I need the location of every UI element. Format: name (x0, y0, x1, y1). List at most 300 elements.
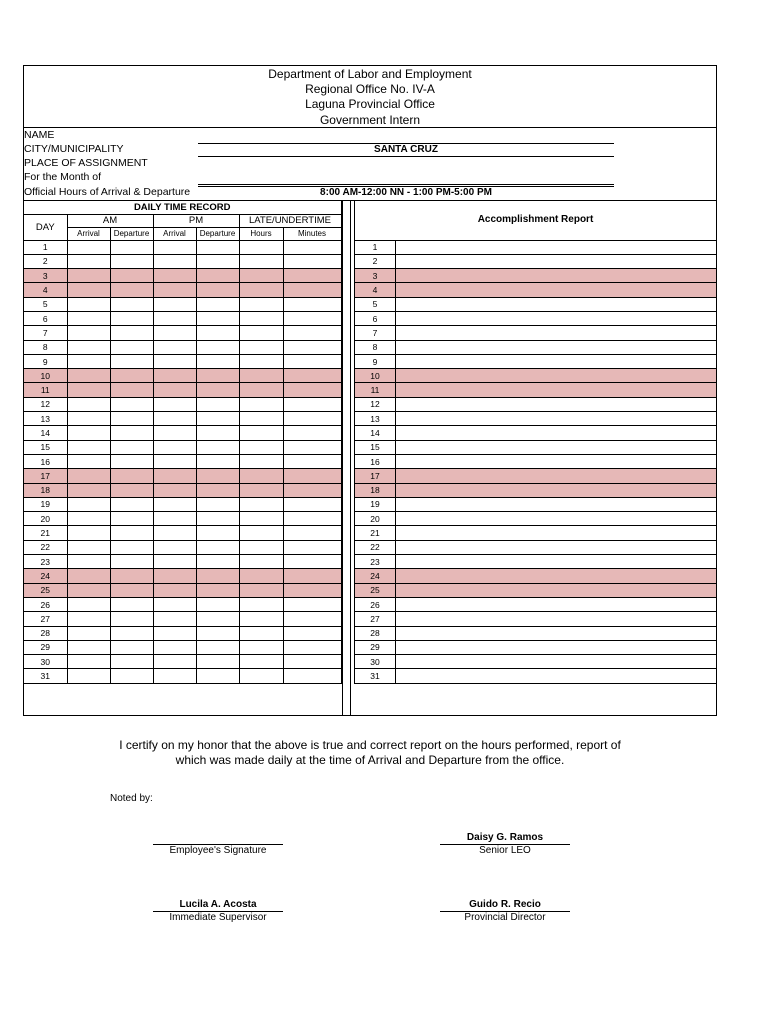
pm-departure-cell[interactable] (196, 526, 239, 540)
accomplishment-day-number: 5 (355, 297, 396, 311)
am-departure-cell[interactable] (110, 240, 153, 254)
am-arrival-cell[interactable] (67, 340, 110, 354)
header-office: Laguna Provincial Office (305, 97, 435, 112)
late-minutes-cell[interactable] (283, 526, 341, 540)
hours-header: Hours (239, 227, 283, 240)
am-arrival-cell[interactable] (67, 297, 110, 311)
accomplishment-day-number: 15 (355, 440, 396, 454)
am-arrival-cell[interactable] (67, 583, 110, 597)
accomplishment-day-number: 26 (355, 597, 396, 611)
pm-departure-cell[interactable] (196, 540, 239, 554)
accomplishment-entry-cell[interactable] (395, 412, 716, 426)
header-department: Department of Labor and Employment (268, 67, 472, 81)
am-departure-cell[interactable] (110, 512, 153, 526)
dtr-day-row (24, 626, 341, 640)
pm-departure-cell[interactable] (196, 440, 239, 454)
dtr-day-number: 5 (24, 297, 67, 311)
am-arrival-cell[interactable] (67, 626, 110, 640)
am-departure-cell[interactable] (110, 483, 153, 497)
am-departure-cell[interactable] (110, 655, 153, 669)
late-minutes-cell[interactable] (283, 483, 341, 497)
late-hours-cell[interactable] (239, 383, 283, 397)
pm-departure-cell[interactable] (196, 412, 239, 426)
pm-departure-cell[interactable] (196, 597, 239, 611)
late-hours-cell[interactable] (239, 254, 283, 268)
am-departure-cell[interactable] (110, 497, 153, 511)
late-hours-cell[interactable] (239, 597, 283, 611)
month-underline (198, 184, 614, 185)
late-minutes-cell[interactable] (283, 397, 341, 411)
am-arrival-cell[interactable] (67, 497, 110, 511)
pm-arrival-cell[interactable] (153, 283, 196, 297)
accomplishment-entry-cell[interactable] (395, 254, 716, 268)
am-arrival-cell[interactable] (67, 240, 110, 254)
pm-departure-cell[interactable] (196, 497, 239, 511)
pm-arrival-cell[interactable] (153, 569, 196, 583)
dtr-day-row (24, 240, 341, 254)
am-departure-cell[interactable] (110, 283, 153, 297)
am-departure-cell[interactable] (110, 597, 153, 611)
pm-arrival-cell[interactable] (153, 540, 196, 554)
late-hours-cell[interactable] (239, 626, 283, 640)
am-arrival-cell[interactable] (67, 512, 110, 526)
accomplishment-day-row (355, 354, 717, 368)
late-hours-cell[interactable] (239, 569, 283, 583)
am-arrival-cell[interactable] (67, 383, 110, 397)
late-minutes-cell[interactable] (283, 440, 341, 454)
accomplishment-day-row (355, 655, 717, 669)
late-hours-cell[interactable] (239, 440, 283, 454)
accomplishment-day-row (355, 397, 717, 411)
late-hours-cell[interactable] (239, 297, 283, 311)
dtr-day-number: 16 (24, 454, 67, 468)
am-departure-cell[interactable] (110, 555, 153, 569)
daily-time-record-table (24, 201, 342, 684)
late-hours-cell[interactable] (239, 240, 283, 254)
dtr-day-number: 21 (24, 526, 67, 540)
late-hours-cell[interactable] (239, 454, 283, 468)
accomplishment-day-number: 3 (355, 269, 396, 283)
late-minutes-cell[interactable] (283, 626, 341, 640)
accomplishment-entry-cell[interactable] (395, 311, 716, 325)
am-departure-cell[interactable] (110, 412, 153, 426)
accomplishment-day-number: 22 (355, 540, 396, 554)
am-arrival-cell[interactable] (67, 569, 110, 583)
pm-arrival-cell[interactable] (153, 454, 196, 468)
form-header (24, 66, 716, 128)
pm-arrival-cell[interactable] (153, 626, 196, 640)
pm-departure-cell[interactable] (196, 555, 239, 569)
accomplishment-day-row (355, 569, 717, 583)
accomplishment-entry-cell[interactable] (395, 369, 716, 383)
dtr-day-row (24, 383, 341, 397)
pm-arrival-cell[interactable] (153, 483, 196, 497)
late-minutes-cell[interactable] (283, 269, 341, 283)
accomplishment-day-row (355, 412, 717, 426)
pm-arrival-cell[interactable] (153, 497, 196, 511)
am-departure-cell[interactable] (110, 454, 153, 468)
am-arrival-cell[interactable] (67, 483, 110, 497)
late-hours-cell[interactable] (239, 397, 283, 411)
pm-departure-cell[interactable] (196, 569, 239, 583)
accomplishment-entry-cell[interactable] (395, 612, 716, 626)
assignment-label: PLACE OF ASSIGNMENT (24, 157, 148, 169)
dtr-day-number: 7 (24, 326, 67, 340)
late-hours-cell[interactable] (239, 469, 283, 483)
pm-departure-cell[interactable] (196, 354, 239, 368)
am-departure-cell[interactable] (110, 297, 153, 311)
accomplishment-entry-cell[interactable] (395, 655, 716, 669)
pm-arrival-cell[interactable] (153, 254, 196, 268)
late-hours-cell[interactable] (239, 483, 283, 497)
dtr-day-row (24, 311, 341, 325)
pm-arrival-cell[interactable] (153, 597, 196, 611)
pm-departure-cell[interactable] (196, 297, 239, 311)
late-hours-cell[interactable] (239, 283, 283, 297)
late-minutes-cell[interactable] (283, 669, 341, 683)
accomplishment-entry-cell[interactable] (395, 669, 716, 683)
accomplishment-entry-cell[interactable] (395, 269, 716, 283)
dtr-day-row (24, 440, 341, 454)
pm-arrival-cell[interactable] (153, 512, 196, 526)
am-departure-cell[interactable] (110, 583, 153, 597)
pm-departure-cell[interactable] (196, 340, 239, 354)
accomplishment-entry-cell[interactable] (395, 512, 716, 526)
pm-arrival-cell[interactable] (153, 412, 196, 426)
am-departure-cell[interactable] (110, 626, 153, 640)
am-arrival-cell[interactable] (67, 454, 110, 468)
am-departure-cell[interactable] (110, 397, 153, 411)
am-departure-cell[interactable] (110, 326, 153, 340)
late-hours-cell[interactable] (239, 340, 283, 354)
am-departure-cell[interactable] (110, 340, 153, 354)
accomplishment-day-row (355, 583, 717, 597)
accomplishment-report-table (354, 201, 716, 684)
late-minutes-cell[interactable] (283, 640, 341, 654)
late-minutes-cell[interactable] (283, 469, 341, 483)
dtr-day-row (24, 354, 341, 368)
accomplishment-day-row (355, 340, 717, 354)
accomplishment-entry-cell[interactable] (395, 454, 716, 468)
dtr-day-number: 11 (24, 383, 67, 397)
accomplishment-entry-cell[interactable] (395, 626, 716, 640)
late-minutes-cell[interactable] (283, 583, 341, 597)
minutes-header: Minutes (283, 227, 341, 240)
accomplishment-day-row (355, 626, 717, 640)
am-arrival-cell[interactable] (67, 397, 110, 411)
late-minutes-cell[interactable] (283, 597, 341, 611)
accomplishment-entry-cell[interactable] (395, 283, 716, 297)
am-arrival-cell[interactable] (67, 354, 110, 368)
am-arrival-header: Arrival (67, 227, 110, 240)
late-hours-cell[interactable] (239, 311, 283, 325)
late-hours-cell[interactable] (239, 326, 283, 340)
pm-arrival-cell[interactable] (153, 526, 196, 540)
director-role: Provincial Director (440, 911, 570, 924)
noted-by-label: Noted by: (110, 793, 153, 804)
am-arrival-cell[interactable] (67, 254, 110, 268)
accomplishment-day-number: 28 (355, 626, 396, 640)
accomplishment-entry-cell[interactable] (395, 340, 716, 354)
late-minutes-cell[interactable] (283, 326, 341, 340)
accomplishment-entry-cell[interactable] (395, 569, 716, 583)
late-minutes-cell[interactable] (283, 540, 341, 554)
late-hours-cell[interactable] (239, 412, 283, 426)
am-arrival-cell[interactable] (67, 311, 110, 325)
accomplishment-entry-cell[interactable] (395, 497, 716, 511)
accomplishment-title: Accomplishment Report (355, 201, 717, 240)
accomplishment-entry-cell[interactable] (395, 640, 716, 654)
accomplishment-day-row (355, 597, 717, 611)
late-hours-cell[interactable] (239, 426, 283, 440)
late-hours-cell[interactable] (239, 655, 283, 669)
am-departure-cell[interactable] (110, 369, 153, 383)
am-departure-cell[interactable] (110, 526, 153, 540)
dtr-day-number: 9 (24, 354, 67, 368)
dtr-day-row (24, 426, 341, 440)
am-departure-cell[interactable] (110, 640, 153, 654)
late-minutes-cell[interactable] (283, 497, 341, 511)
am-departure-cell[interactable] (110, 426, 153, 440)
late-minutes-cell[interactable] (283, 254, 341, 268)
late-hours-cell[interactable] (239, 540, 283, 554)
certification-text (40, 738, 700, 768)
senior-leo-signature-block (440, 831, 570, 857)
am-arrival-cell[interactable] (67, 412, 110, 426)
am-departure-cell[interactable] (110, 383, 153, 397)
pm-departure-header: Departure (196, 227, 239, 240)
am-arrival-cell[interactable] (67, 555, 110, 569)
accomplishment-entry-cell[interactable] (395, 383, 716, 397)
pm-departure-cell[interactable] (196, 397, 239, 411)
accomplishment-day-row (355, 240, 717, 254)
late-hours-cell[interactable] (239, 512, 283, 526)
senior-leo-name: Daisy G. Ramos (466, 832, 544, 843)
pm-arrival-cell[interactable] (153, 669, 196, 683)
pm-departure-cell[interactable] (196, 655, 239, 669)
pm-departure-cell[interactable] (196, 283, 239, 297)
pm-arrival-cell[interactable] (153, 369, 196, 383)
late-hours-cell[interactable] (239, 583, 283, 597)
accomplishment-entry-cell[interactable] (395, 240, 716, 254)
am-departure-cell[interactable] (110, 540, 153, 554)
pm-departure-cell[interactable] (196, 640, 239, 654)
pm-arrival-cell[interactable] (153, 440, 196, 454)
accomplishment-entry-cell[interactable] (395, 597, 716, 611)
accomplishment-entry-cell[interactable] (395, 483, 716, 497)
am-departure-cell[interactable] (110, 440, 153, 454)
pm-arrival-cell[interactable] (153, 555, 196, 569)
late-minutes-cell[interactable] (283, 383, 341, 397)
accomplishment-left-border (350, 201, 351, 716)
pm-arrival-cell[interactable] (153, 612, 196, 626)
pm-departure-cell[interactable] (196, 612, 239, 626)
pm-arrival-cell[interactable] (153, 297, 196, 311)
dtr-day-number: 29 (24, 640, 67, 654)
late-minutes-cell[interactable] (283, 426, 341, 440)
pm-arrival-cell[interactable] (153, 583, 196, 597)
accomplishment-day-number: 29 (355, 640, 396, 654)
accomplishment-entry-cell[interactable] (395, 583, 716, 597)
pm-arrival-cell[interactable] (153, 240, 196, 254)
late-minutes-cell[interactable] (283, 412, 341, 426)
dtr-day-number: 27 (24, 612, 67, 626)
late-minutes-cell[interactable] (283, 569, 341, 583)
am-arrival-cell[interactable] (67, 655, 110, 669)
city-field[interactable]: SANTA CRUZ (198, 143, 614, 155)
accomplishment-day-row (355, 669, 717, 683)
late-hours-cell[interactable] (239, 369, 283, 383)
pm-departure-cell[interactable] (196, 426, 239, 440)
am-departure-cell[interactable] (110, 569, 153, 583)
accomplishment-entry-cell[interactable] (395, 540, 716, 554)
accomplishment-entry-cell[interactable] (395, 426, 716, 440)
pm-departure-cell[interactable] (196, 483, 239, 497)
late-minutes-cell[interactable] (283, 369, 341, 383)
pm-arrival-cell[interactable] (153, 397, 196, 411)
am-arrival-cell[interactable] (67, 269, 110, 283)
am-arrival-cell[interactable] (67, 669, 110, 683)
pm-departure-cell[interactable] (196, 512, 239, 526)
accomplishment-entry-cell[interactable] (395, 326, 716, 340)
late-minutes-cell[interactable] (283, 655, 341, 669)
pm-arrival-cell[interactable] (153, 469, 196, 483)
late-hours-cell[interactable] (239, 354, 283, 368)
accomplishment-entry-cell[interactable] (395, 297, 716, 311)
late-hours-cell[interactable] (239, 269, 283, 283)
dtr-day-number: 3 (24, 269, 67, 283)
pm-arrival-cell[interactable] (153, 311, 196, 325)
am-arrival-cell[interactable] (67, 469, 110, 483)
late-minutes-cell[interactable] (283, 354, 341, 368)
certification-line-1: I certify on my honor that the above is true and correct report on the hours performed, report of (119, 738, 621, 752)
late-hours-cell[interactable] (239, 526, 283, 540)
late-hours-cell[interactable] (239, 555, 283, 569)
accomplishment-entry-cell[interactable] (395, 555, 716, 569)
accomplishment-day-number: 24 (355, 569, 396, 583)
am-departure-cell[interactable] (110, 311, 153, 325)
header-region: Regional Office No. IV-A (305, 82, 435, 97)
accomplishment-day-number: 19 (355, 497, 396, 511)
am-departure-cell[interactable] (110, 269, 153, 283)
late-hours-cell[interactable] (239, 669, 283, 683)
accomplishment-day-row (355, 612, 717, 626)
dtr-day-row (24, 597, 341, 611)
late-minutes-cell[interactable] (283, 240, 341, 254)
accomplishment-entry-cell[interactable] (395, 354, 716, 368)
pm-departure-cell[interactable] (196, 369, 239, 383)
dtr-day-number: 19 (24, 497, 67, 511)
am-arrival-cell[interactable] (67, 597, 110, 611)
am-departure-cell[interactable] (110, 354, 153, 368)
late-minutes-cell[interactable] (283, 454, 341, 468)
pm-departure-cell[interactable] (196, 326, 239, 340)
accomplishment-day-number: 30 (355, 655, 396, 669)
hours-field[interactable]: 8:00 AM-12:00 NN - 1:00 PM-5:00 PM (198, 186, 614, 198)
pm-departure-cell[interactable] (196, 469, 239, 483)
pm-departure-cell[interactable] (196, 254, 239, 268)
accomplishment-entry-cell[interactable] (395, 526, 716, 540)
am-arrival-cell[interactable] (67, 526, 110, 540)
am-arrival-cell[interactable] (67, 326, 110, 340)
pm-departure-cell[interactable] (196, 269, 239, 283)
pm-arrival-cell[interactable] (153, 269, 196, 283)
info-month-row (24, 171, 716, 185)
accomplishment-day-number: 8 (355, 340, 396, 354)
am-arrival-cell[interactable] (67, 283, 110, 297)
am-arrival-cell[interactable] (67, 369, 110, 383)
late-minutes-cell[interactable] (283, 512, 341, 526)
dtr-day-number: 30 (24, 655, 67, 669)
employee-role: Employee's Signature (153, 844, 283, 857)
pm-arrival-cell[interactable] (153, 326, 196, 340)
late-minutes-cell[interactable] (283, 311, 341, 325)
certification-line-2: which was made daily at the time of Arrival and Departure from the office. (175, 753, 565, 767)
late-hours-cell[interactable] (239, 640, 283, 654)
am-arrival-cell[interactable] (67, 426, 110, 440)
dtr-day-row (24, 497, 341, 511)
pm-arrival-cell[interactable] (153, 383, 196, 397)
accomplishment-entry-cell[interactable] (395, 397, 716, 411)
dtr-day-row (24, 369, 341, 383)
pm-departure-cell[interactable] (196, 454, 239, 468)
dtr-day-number: 12 (24, 397, 67, 411)
accomplishment-day-number: 16 (355, 454, 396, 468)
dtr-day-row (24, 669, 341, 683)
late-minutes-cell[interactable] (283, 283, 341, 297)
pm-departure-cell[interactable] (196, 383, 239, 397)
am-arrival-cell[interactable] (67, 540, 110, 554)
am-arrival-cell[interactable] (67, 612, 110, 626)
am-departure-cell[interactable] (110, 469, 153, 483)
dtr-day-row (24, 412, 341, 426)
pm-arrival-cell[interactable] (153, 655, 196, 669)
dtr-day-row (24, 583, 341, 597)
accomplishment-entry-cell[interactable] (395, 469, 716, 483)
pm-arrival-cell[interactable] (153, 354, 196, 368)
late-minutes-cell[interactable] (283, 555, 341, 569)
am-departure-cell[interactable] (110, 254, 153, 268)
dtr-day-number: 23 (24, 555, 67, 569)
accomplishment-day-row (355, 269, 717, 283)
pm-arrival-cell[interactable] (153, 640, 196, 654)
pm-departure-cell[interactable] (196, 669, 239, 683)
accomplishment-day-number: 14 (355, 426, 396, 440)
late-minutes-cell[interactable] (283, 340, 341, 354)
pm-departure-cell[interactable] (196, 240, 239, 254)
pm-arrival-cell[interactable] (153, 340, 196, 354)
pm-departure-cell[interactable] (196, 626, 239, 640)
pm-arrival-header: Arrival (153, 227, 196, 240)
dtr-day-number: 24 (24, 569, 67, 583)
accomplishment-entry-cell[interactable] (395, 440, 716, 454)
late-hours-cell[interactable] (239, 497, 283, 511)
accomplishment-day-number: 20 (355, 512, 396, 526)
dtr-form (23, 65, 717, 716)
pm-departure-cell[interactable] (196, 583, 239, 597)
pm-arrival-cell[interactable] (153, 426, 196, 440)
accomplishment-day-number: 23 (355, 555, 396, 569)
am-arrival-cell[interactable] (67, 640, 110, 654)
dtr-day-row (24, 469, 341, 483)
late-hours-cell[interactable] (239, 612, 283, 626)
late-minutes-cell[interactable] (283, 297, 341, 311)
am-departure-cell[interactable] (110, 669, 153, 683)
late-minutes-cell[interactable] (283, 612, 341, 626)
pm-departure-cell[interactable] (196, 311, 239, 325)
am-departure-cell[interactable] (110, 612, 153, 626)
am-arrival-cell[interactable] (67, 440, 110, 454)
